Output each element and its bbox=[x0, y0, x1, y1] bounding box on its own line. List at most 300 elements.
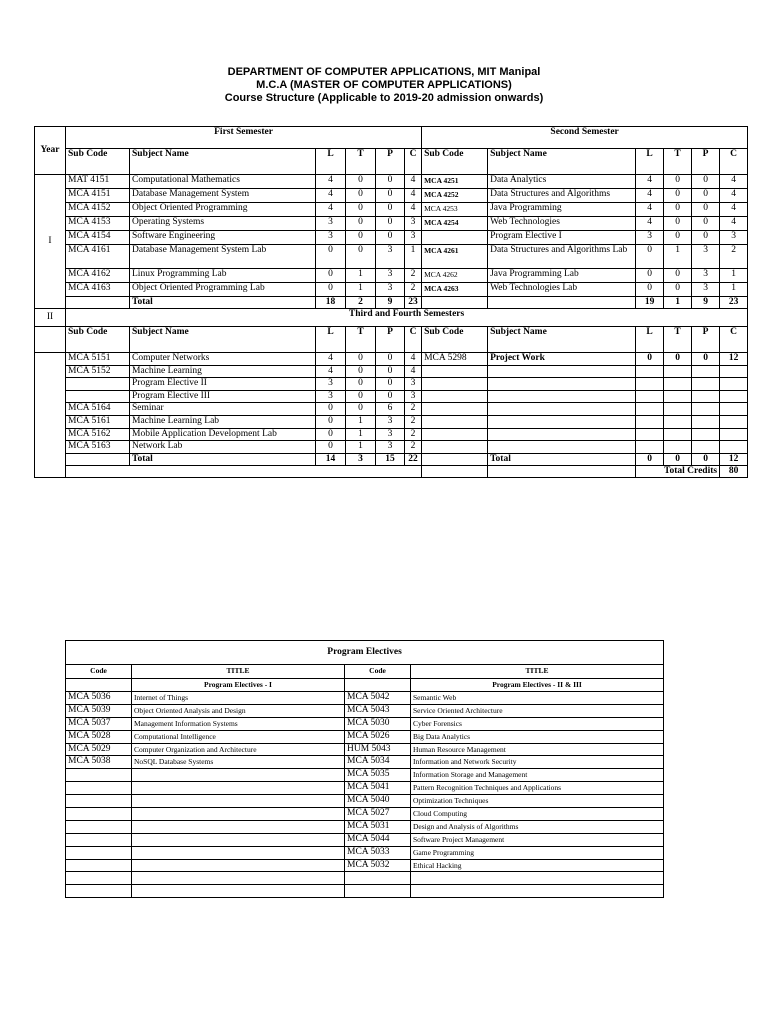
elective-title: Service Oriented Architecture bbox=[411, 704, 664, 717]
course-c: 2 bbox=[405, 428, 422, 441]
elective-title: NoSQL Database Systems bbox=[132, 756, 345, 769]
elective-code: MCA 5034 bbox=[345, 756, 411, 769]
blank-cell bbox=[664, 390, 692, 403]
table-row bbox=[66, 756, 664, 769]
table-row bbox=[66, 820, 664, 833]
course-structure-table bbox=[34, 126, 748, 478]
blank-cell bbox=[636, 415, 664, 428]
c-header: C bbox=[720, 327, 748, 353]
course-code: MCA 4263 bbox=[422, 283, 488, 297]
course-code: MCA 4162 bbox=[66, 269, 130, 283]
course-name: Web Technologies bbox=[488, 217, 636, 231]
elective-group-two: Program Electives - II & III bbox=[411, 679, 664, 692]
course-c: 3 bbox=[405, 390, 422, 403]
table-row bbox=[35, 203, 748, 217]
course-code: MCA 4154 bbox=[66, 231, 130, 245]
course-name: Program Elective I bbox=[488, 231, 636, 245]
table-row bbox=[66, 808, 664, 821]
course-l: 0 bbox=[316, 269, 346, 283]
sub-code-header: Sub Code bbox=[66, 149, 130, 175]
table-row bbox=[35, 441, 748, 454]
course-name: Database Management System Lab bbox=[130, 245, 316, 269]
course-code bbox=[66, 390, 130, 403]
program-title: M.C.A (MASTER OF COMPUTER APPLICATIONS) bbox=[256, 79, 512, 91]
elective-code: MCA 5043 bbox=[345, 704, 411, 717]
course-name: Computer Networks bbox=[130, 353, 316, 366]
subject-name-header: Subject Name bbox=[130, 327, 316, 353]
total-t: 0 bbox=[664, 453, 692, 465]
blank-cell bbox=[66, 859, 132, 872]
blank-cell bbox=[636, 403, 664, 416]
p-header: P bbox=[692, 149, 720, 175]
course-p: 0 bbox=[376, 189, 405, 203]
table-row bbox=[35, 175, 748, 189]
blank-cell bbox=[132, 859, 345, 872]
course-t: 1 bbox=[346, 269, 376, 283]
blank-cell bbox=[692, 415, 720, 428]
blank-cell bbox=[422, 453, 488, 465]
course-name: Database Management System bbox=[130, 189, 316, 203]
year-header: Year bbox=[35, 127, 66, 175]
blank-cell bbox=[488, 365, 636, 378]
table-row bbox=[35, 327, 748, 353]
blank-cell bbox=[720, 415, 748, 428]
course-name: Project Work bbox=[488, 353, 636, 366]
t-header: T bbox=[346, 149, 376, 175]
blank-cell bbox=[66, 885, 132, 898]
course-name: Web Technologies Lab bbox=[488, 283, 636, 297]
elective-code: MCA 5027 bbox=[345, 808, 411, 821]
course-p: 0 bbox=[376, 203, 405, 217]
table-row bbox=[66, 782, 664, 795]
course-p: 3 bbox=[376, 283, 405, 297]
table-row bbox=[35, 189, 748, 203]
elective-title: Design and Analysis of Algorithms bbox=[411, 820, 664, 833]
course-code: MCA 5151 bbox=[66, 353, 130, 366]
elective-title: Cyber Forensics bbox=[411, 717, 664, 730]
table-row bbox=[66, 641, 664, 665]
table-row bbox=[66, 833, 664, 846]
blank-cell bbox=[720, 428, 748, 441]
course-p: 3 bbox=[376, 428, 405, 441]
course-t: 0 bbox=[664, 175, 692, 189]
blank-cell bbox=[132, 795, 345, 808]
table-row bbox=[66, 846, 664, 859]
course-c: 12 bbox=[720, 353, 748, 366]
document-header bbox=[0, 66, 768, 105]
blank-cell bbox=[636, 390, 664, 403]
l-header: L bbox=[636, 149, 664, 175]
table-row bbox=[35, 353, 748, 366]
elective-code: MCA 5037 bbox=[66, 717, 132, 730]
course-p: 0 bbox=[376, 175, 405, 189]
blank-cell bbox=[66, 820, 132, 833]
elective-title: Pattern Recognition Techniques and Applications bbox=[411, 782, 664, 795]
course-c: 4 bbox=[405, 353, 422, 366]
table-row bbox=[35, 390, 748, 403]
blank-cell bbox=[664, 415, 692, 428]
course-code: MCA 4151 bbox=[66, 189, 130, 203]
course-t: 0 bbox=[346, 175, 376, 189]
elective-title: Game Programming bbox=[411, 846, 664, 859]
course-code: MCA 4163 bbox=[66, 283, 130, 297]
elective-title: Computer Organization and Architecture bbox=[132, 743, 345, 756]
total-credits-label: Total Credits bbox=[636, 465, 720, 477]
course-p: 0 bbox=[692, 189, 720, 203]
table-row bbox=[35, 453, 748, 465]
blank-cell bbox=[488, 378, 636, 391]
course-c: 2 bbox=[405, 269, 422, 283]
sub-code-header: Sub Code bbox=[66, 327, 130, 353]
elective-code: MCA 5035 bbox=[345, 769, 411, 782]
elective-title: Computational Intelligence bbox=[132, 730, 345, 743]
course-code: MCA 5164 bbox=[66, 403, 130, 416]
table-row bbox=[35, 428, 748, 441]
course-c: 2 bbox=[720, 245, 748, 269]
table-row bbox=[66, 679, 664, 692]
elective-code: MCA 5039 bbox=[66, 704, 132, 717]
course-code: MCA 5298 bbox=[422, 353, 488, 366]
course-structure-title: Course Structure (Applicable to 2019-20 admission onwards) bbox=[224, 92, 544, 104]
subject-name-header: Subject Name bbox=[488, 327, 636, 353]
blank-cell bbox=[422, 415, 488, 428]
table-row bbox=[35, 217, 748, 231]
total-t: 3 bbox=[346, 453, 376, 465]
blank-cell bbox=[66, 833, 132, 846]
table-row bbox=[35, 403, 748, 416]
course-l: 0 bbox=[316, 245, 346, 269]
l-header: L bbox=[316, 327, 346, 353]
course-t: 0 bbox=[346, 217, 376, 231]
total-c: 12 bbox=[720, 453, 748, 465]
blank-cell bbox=[66, 846, 132, 859]
blank-cell bbox=[66, 808, 132, 821]
blank-cell bbox=[488, 415, 636, 428]
table-row bbox=[66, 717, 664, 730]
course-t: 0 bbox=[664, 283, 692, 297]
blank-cell bbox=[345, 885, 411, 898]
total-l: 19 bbox=[636, 297, 664, 309]
course-p: 0 bbox=[692, 175, 720, 189]
course-l: 0 bbox=[316, 283, 346, 297]
table-row bbox=[66, 665, 664, 679]
course-code: MCA 5163 bbox=[66, 441, 130, 454]
elective-code: MCA 5040 bbox=[345, 795, 411, 808]
blank-cell bbox=[422, 428, 488, 441]
sub-code-header: Sub Code bbox=[422, 149, 488, 175]
blank-cell bbox=[422, 378, 488, 391]
blank-cell bbox=[720, 378, 748, 391]
course-name: Program Elective III bbox=[130, 390, 316, 403]
course-name: Data Analytics bbox=[488, 175, 636, 189]
c-header: C bbox=[720, 149, 748, 175]
blank-cell bbox=[636, 365, 664, 378]
course-l: 4 bbox=[636, 189, 664, 203]
c-header: C bbox=[405, 149, 422, 175]
course-code: MCA 4152 bbox=[66, 203, 130, 217]
elective-title: Ethical Hacking bbox=[411, 859, 664, 872]
table-row bbox=[66, 885, 664, 898]
total-label: Total bbox=[130, 297, 316, 309]
sub-code-header: Sub Code bbox=[422, 327, 488, 353]
course-c: 4 bbox=[405, 203, 422, 217]
course-c: 3 bbox=[405, 378, 422, 391]
subject-name-header: Subject Name bbox=[488, 149, 636, 175]
elective-code: MCA 5033 bbox=[345, 846, 411, 859]
elective-code: MCA 5044 bbox=[345, 833, 411, 846]
p-header: P bbox=[376, 149, 405, 175]
course-code: MCA 4254 bbox=[422, 217, 488, 231]
t-header: T bbox=[664, 327, 692, 353]
blank-cell bbox=[66, 453, 130, 465]
course-t: 0 bbox=[664, 203, 692, 217]
blank-cell bbox=[664, 403, 692, 416]
course-code: MCA 4251 bbox=[422, 175, 488, 189]
blank-cell bbox=[66, 465, 422, 477]
course-name: Machine Learning bbox=[130, 365, 316, 378]
course-l: 0 bbox=[636, 245, 664, 269]
blank-cell bbox=[66, 782, 132, 795]
course-name: Network Lab bbox=[130, 441, 316, 454]
elective-title: Optimization Techniques bbox=[411, 795, 664, 808]
blank-cell bbox=[692, 441, 720, 454]
course-t: 0 bbox=[664, 269, 692, 283]
course-c: 2 bbox=[405, 441, 422, 454]
t-header: T bbox=[664, 149, 692, 175]
table-row bbox=[35, 245, 748, 269]
table-row bbox=[35, 415, 748, 428]
course-c: 2 bbox=[405, 415, 422, 428]
blank-cell bbox=[132, 782, 345, 795]
course-p: 0 bbox=[376, 378, 405, 391]
table-row bbox=[66, 872, 664, 885]
course-t: 0 bbox=[346, 390, 376, 403]
title-header: TITLE bbox=[411, 665, 664, 679]
course-t: 0 bbox=[664, 189, 692, 203]
table-row bbox=[35, 378, 748, 391]
program-electives-table bbox=[65, 640, 664, 898]
blank-cell bbox=[422, 465, 488, 477]
blank-cell bbox=[720, 441, 748, 454]
blank-cell bbox=[636, 441, 664, 454]
total-c: 23 bbox=[720, 297, 748, 309]
course-p: 0 bbox=[692, 353, 720, 366]
blank-cell bbox=[422, 297, 488, 309]
blank-cell bbox=[35, 327, 66, 353]
course-p: 3 bbox=[692, 283, 720, 297]
course-name: Mobile Application Development Lab bbox=[130, 428, 316, 441]
course-l: 4 bbox=[636, 217, 664, 231]
course-l: 0 bbox=[636, 353, 664, 366]
elective-title: Cloud Computing bbox=[411, 808, 664, 821]
course-p: 3 bbox=[376, 441, 405, 454]
elective-code: MCA 5041 bbox=[345, 782, 411, 795]
total-t: 1 bbox=[664, 297, 692, 309]
course-code: MCA 5162 bbox=[66, 428, 130, 441]
blank-cell bbox=[411, 885, 664, 898]
blank-cell bbox=[692, 390, 720, 403]
blank-cell bbox=[66, 769, 132, 782]
course-name: Seminar bbox=[130, 403, 316, 416]
course-l: 4 bbox=[316, 365, 346, 378]
course-t: 0 bbox=[346, 231, 376, 245]
course-p: 0 bbox=[692, 231, 720, 245]
table-row bbox=[35, 365, 748, 378]
course-c: 1 bbox=[405, 245, 422, 269]
table-row bbox=[35, 297, 748, 309]
course-name: Program Elective II bbox=[130, 378, 316, 391]
blank-cell bbox=[692, 403, 720, 416]
table-row bbox=[35, 283, 748, 297]
table-row bbox=[35, 231, 748, 245]
course-name: Object Oriented Programming bbox=[130, 203, 316, 217]
total-t: 2 bbox=[346, 297, 376, 309]
course-p: 0 bbox=[376, 231, 405, 245]
blank-cell bbox=[664, 378, 692, 391]
blank-cell bbox=[422, 390, 488, 403]
total-l: 18 bbox=[316, 297, 346, 309]
total-l: 0 bbox=[636, 453, 664, 465]
elective-code: HUM 5043 bbox=[345, 743, 411, 756]
elective-code: MCA 5028 bbox=[66, 730, 132, 743]
course-l: 0 bbox=[636, 269, 664, 283]
table-row bbox=[66, 692, 664, 705]
course-c: 4 bbox=[720, 175, 748, 189]
total-l: 14 bbox=[316, 453, 346, 465]
course-t: 0 bbox=[346, 245, 376, 269]
third-fourth-semester-header: Third and Fourth Semesters bbox=[66, 309, 748, 327]
p-header: P bbox=[692, 327, 720, 353]
blank-cell bbox=[720, 365, 748, 378]
elective-title: Semantic Web bbox=[411, 692, 664, 705]
elective-title: Big Data Analytics bbox=[411, 730, 664, 743]
elective-title: Object Oriented Analysis and Design bbox=[132, 704, 345, 717]
blank-cell bbox=[692, 365, 720, 378]
elective-code: MCA 5026 bbox=[345, 730, 411, 743]
course-l: 4 bbox=[316, 203, 346, 217]
course-code bbox=[422, 231, 488, 245]
blank-cell bbox=[66, 795, 132, 808]
course-t: 0 bbox=[346, 353, 376, 366]
elective-title: Human Resource Management bbox=[411, 743, 664, 756]
blank-cell bbox=[488, 441, 636, 454]
course-name: Linux Programming Lab bbox=[130, 269, 316, 283]
course-name: Operating Systems bbox=[130, 217, 316, 231]
course-l: 4 bbox=[636, 175, 664, 189]
course-p: 0 bbox=[692, 203, 720, 217]
course-c: 4 bbox=[405, 189, 422, 203]
table-row bbox=[66, 704, 664, 717]
blank-cell bbox=[132, 769, 345, 782]
elective-code: MCA 5036 bbox=[66, 692, 132, 705]
table-row bbox=[66, 743, 664, 756]
course-t: 0 bbox=[346, 365, 376, 378]
course-name: Java Programming Lab bbox=[488, 269, 636, 283]
total-p: 9 bbox=[376, 297, 405, 309]
table-row bbox=[66, 730, 664, 743]
course-t: 1 bbox=[664, 245, 692, 269]
course-name: Java Programming bbox=[488, 203, 636, 217]
course-code: MCA 5152 bbox=[66, 365, 130, 378]
course-c: 4 bbox=[720, 217, 748, 231]
course-code: MCA 4161 bbox=[66, 245, 130, 269]
course-c: 3 bbox=[405, 231, 422, 245]
blank-cell bbox=[488, 465, 636, 477]
blank-cell bbox=[132, 808, 345, 821]
course-name: Object Oriented Programming Lab bbox=[130, 283, 316, 297]
course-code bbox=[66, 378, 130, 391]
course-c: 3 bbox=[720, 231, 748, 245]
t-header: T bbox=[346, 327, 376, 353]
blank-cell bbox=[636, 428, 664, 441]
course-p: 3 bbox=[376, 269, 405, 283]
total-label: Total bbox=[488, 453, 636, 465]
blank-cell bbox=[132, 872, 345, 885]
course-t: 0 bbox=[346, 378, 376, 391]
course-p: 6 bbox=[376, 403, 405, 416]
elective-code: MCA 5030 bbox=[345, 717, 411, 730]
course-p: 3 bbox=[692, 269, 720, 283]
elective-title: Management Information Systems bbox=[132, 717, 345, 730]
course-code: MCA 5161 bbox=[66, 415, 130, 428]
first-semester-header: First Semester bbox=[66, 127, 422, 149]
l-header: L bbox=[636, 327, 664, 353]
course-p: 0 bbox=[376, 353, 405, 366]
blank-cell bbox=[488, 297, 636, 309]
course-t: 1 bbox=[346, 283, 376, 297]
course-l: 3 bbox=[636, 231, 664, 245]
course-c: 4 bbox=[720, 203, 748, 217]
course-c: 4 bbox=[405, 365, 422, 378]
code-header: Code bbox=[345, 665, 411, 679]
course-l: 4 bbox=[316, 175, 346, 189]
table-row bbox=[35, 127, 748, 149]
course-p: 3 bbox=[376, 415, 405, 428]
c-header: C bbox=[405, 327, 422, 353]
course-code: MAT 4151 bbox=[66, 175, 130, 189]
elective-code: MCA 5042 bbox=[345, 692, 411, 705]
course-p: 3 bbox=[692, 245, 720, 269]
course-p: 0 bbox=[376, 217, 405, 231]
table-row bbox=[35, 465, 748, 477]
table-row bbox=[35, 269, 748, 283]
course-p: 0 bbox=[692, 217, 720, 231]
course-name: Machine Learning Lab bbox=[130, 415, 316, 428]
blank-cell bbox=[66, 297, 130, 309]
course-c: 4 bbox=[720, 189, 748, 203]
course-c: 3 bbox=[405, 217, 422, 231]
course-t: 0 bbox=[664, 231, 692, 245]
table-row bbox=[35, 149, 748, 175]
course-code: MCA 4253 bbox=[422, 203, 488, 217]
blank-cell bbox=[411, 872, 664, 885]
blank-cell bbox=[488, 403, 636, 416]
total-label: Total bbox=[130, 453, 316, 465]
course-l: 0 bbox=[316, 441, 346, 454]
course-name: Data Structures and Algorithms Lab bbox=[488, 245, 636, 269]
course-t: 0 bbox=[346, 403, 376, 416]
total-p: 0 bbox=[692, 453, 720, 465]
course-name: Data Structures and Algorithms bbox=[488, 189, 636, 203]
table-row bbox=[66, 795, 664, 808]
course-t: 0 bbox=[664, 217, 692, 231]
blank-cell bbox=[132, 846, 345, 859]
course-code: MCA 4252 bbox=[422, 189, 488, 203]
blank-cell bbox=[720, 403, 748, 416]
course-l: 0 bbox=[316, 403, 346, 416]
blank-cell bbox=[66, 679, 132, 692]
course-l: 0 bbox=[636, 283, 664, 297]
